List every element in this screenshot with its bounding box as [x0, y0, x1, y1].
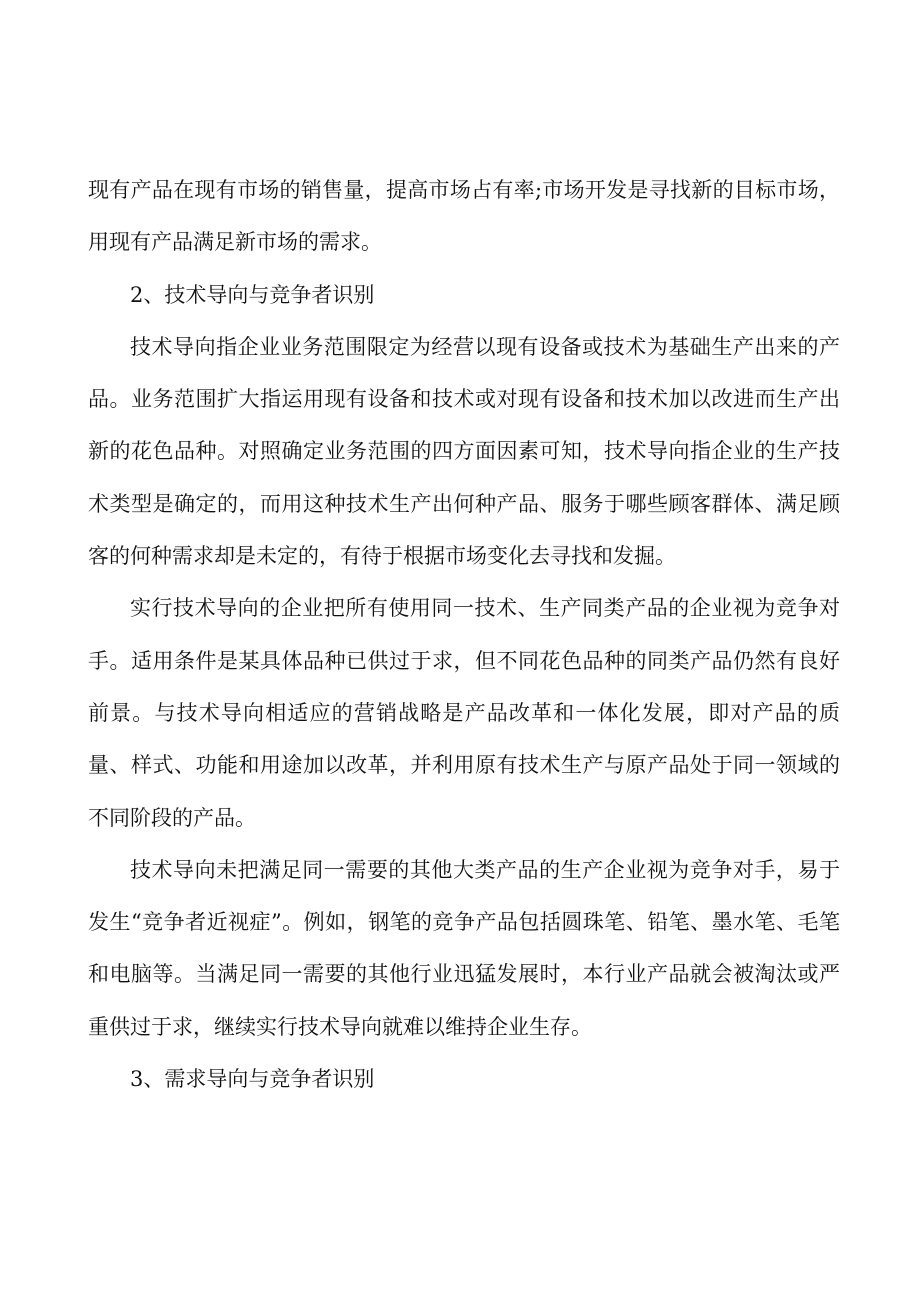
paragraph-competitor-myopia: 技术导向未把满足同一需要的其他大类产品的生产企业视为竞争对手，易于发生“竞争者近视症”。例如，钢笔的竞争产品包括圆珠笔、铅笔、墨水笔、毛笔和电脑等。当满足同一需要的其他行业迅猛发展时，本行业产品就会被淘汰或严重供过于求，继续实行技术导向就难以维持企业生存。 — [88, 857, 840, 1039]
document-body — [88, 164, 840, 1105]
section-heading-demand-orientation: 3、需求导向与竞争者识别 — [130, 1067, 375, 1092]
paragraph-market-development: 现有产品在现有市场的销售量，提高市场占有率;市场开发是寻找新的目标市场，用现有产品满足新市场的需求。 — [88, 178, 840, 255]
paragraph-technology-orientation-competitors: 实行技术导向的企业把所有使用同一技术、生产同类产品的企业视为竞争对手。适用条件是某具体品种已供过于求，但不同花色品种的同类产品仍然有良好前景。与技术导向相适应的营销战略是产品改革和一体化发展，即对产品的质量、样式、功能和用途加以改革，并利用原有技术生产与原产品处于同一领域的不同阶段的产品。 — [88, 596, 840, 830]
paragraph-technology-orientation-definition: 技术导向指企业业务范围限定为经营以现有设备或技术为基础生产出来的产品。业务范围扩大指运用现有设备和技术或对现有设备和技术加以改进而生产出新的花色品种。对照确定业务范围的四方面因素可知，技术导向指企业的生产技术类型是确定的，而用这种技术生产出何种产品、服务于哪些顾客群体、满足顾客的何种需求却是未定的，有待于根据市场变化去寻找和发掘。 — [88, 334, 840, 569]
section-heading-technology-orientation: 2、技术导向与竞争者识别 — [130, 282, 375, 307]
